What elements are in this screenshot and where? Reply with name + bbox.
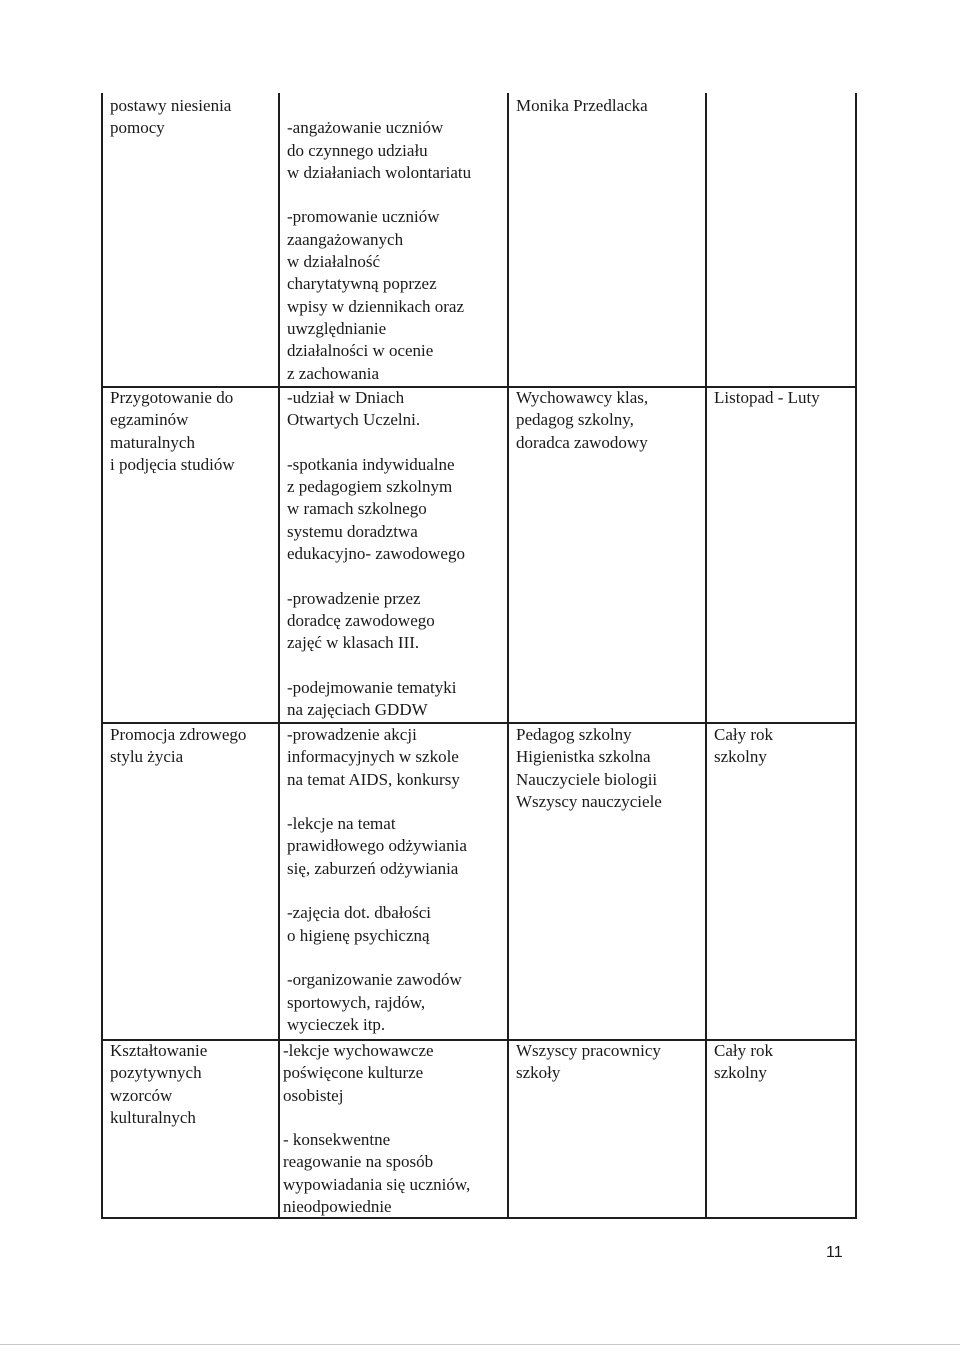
row-2-topic: Przygotowanie do egzaminów maturalnych i podjęcia studiów xyxy=(110,388,235,474)
row-4-responsible: Wszyscy pracownicy szkoły xyxy=(516,1041,661,1083)
row-2-actions: -udział w Dniach Otwartych Uczelni. -spotkania indywidualne z pedagogiem szkolnym w ramach szkolnego systemu doradztwa edukacyjno- zawodowego -prowadzenie przez doradcę zawodowego zajęć w klasach III. -podejmowanie tematyki na zajęciach GDDW xyxy=(287,388,465,720)
row-3-actions: -prowadzenie akcji informacyjnych w szkole na temat AIDS, konkursy -lekcje na temat prawidłowego odżywiania się, zaburzeń odżywiania -zajęcia dot. dbałości o higienę psychiczną -organizowanie zawodów sportowych, rajdów, wycieczek itp. xyxy=(287,725,467,1034)
row-4-actions: -lekcje wychowawcze poświęcone kulturze osobistej - konsekwentne reagowanie na sposób wypowiadania się uczniów, nieodpowiednie xyxy=(283,1041,471,1217)
row-1-topic: postawy niesienia pomocy xyxy=(110,96,232,138)
row-3-date: Cały rok szkolny xyxy=(714,725,774,767)
row-1-responsible: Monika Przedlacka xyxy=(516,96,648,115)
scan-edge-line xyxy=(0,1344,960,1345)
column-divider-3 xyxy=(705,93,707,1219)
table-border-left xyxy=(101,93,103,1219)
row-2-responsible: Wychowawcy klas, pedagog szkolny, doradca zawodowy xyxy=(516,388,649,452)
row-3-topic: Promocja zdrowego stylu życia xyxy=(110,725,247,767)
column-divider-2 xyxy=(507,93,509,1219)
row-4-topic: Kształtowanie pozytywnych wzorców kulturalnych xyxy=(110,1041,208,1127)
table-border-right xyxy=(855,93,857,1219)
page-number: 11 xyxy=(826,1244,843,1261)
row-4-date: Cały rok szkolny xyxy=(714,1041,774,1083)
column-divider-1 xyxy=(278,93,280,1219)
row-1-actions: -angażowanie uczniów do czynnego udziału w działaniach wolontariatu -promowanie uczniów zaangażowanych w działalność charytatywną poprzez wpisy w dziennikach oraz uwzględnianie działalności w ocenie z zachowania xyxy=(287,118,472,383)
row-3-responsible: Pedagog szkolny Higienistka szkolna Nauczyciele biologii Wszyscy nauczyciele xyxy=(516,725,662,811)
row-2-date: Listopad - Luty xyxy=(714,388,820,407)
table-border-bottom xyxy=(101,1217,857,1219)
